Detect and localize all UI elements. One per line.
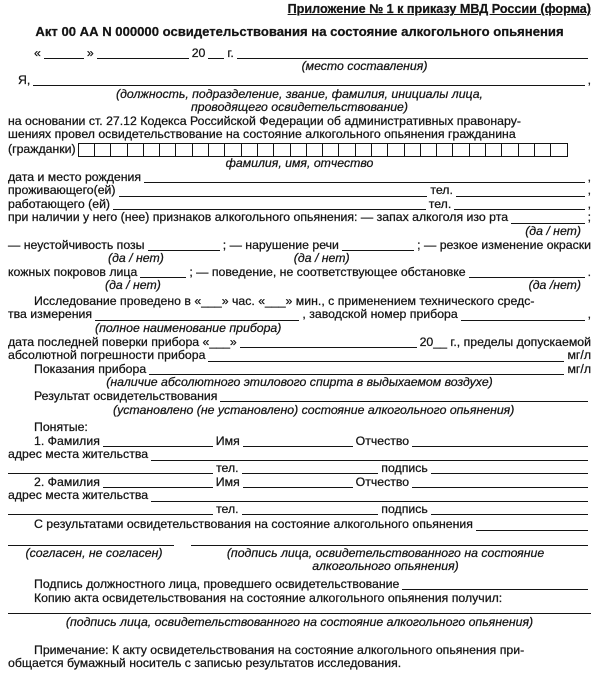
fio-cell: [338, 143, 355, 157]
device-name-blank: [95, 310, 299, 321]
witness-1-contact-line: тел. подпись: [8, 462, 591, 476]
result-line: Результат освидетельствования: [8, 390, 591, 404]
result-hint: (установлено (не установлено) состояние алкогольного опьянения): [113, 402, 515, 417]
agreement-hints-2: [8, 560, 591, 574]
skin-blank: [140, 267, 186, 278]
basis-line-2: шениях провел освидетельствование на состояние алкогольного опьянения гражданина: [8, 127, 516, 142]
witness-2-name-blank: [243, 477, 353, 488]
device-name-hint: (полное наименование прибора): [95, 321, 282, 336]
witness-1-name-blank: [243, 436, 353, 447]
witness-2-line: 2. Фамилия Имя Отчество: [8, 475, 591, 489]
fio-cell: [436, 143, 453, 157]
speech-yes-no-hint: (да / нет): [293, 251, 350, 266]
readings-blank: [149, 364, 564, 375]
fio-cell: [550, 143, 567, 157]
appendix-header-text: Приложение № 1 к приказу МВД России (форма): [287, 2, 591, 17]
officer-hint-2: проводящего освидетельствование): [190, 100, 408, 115]
readings-line: Показания прибора мг/л: [34, 361, 591, 376]
witness-2-address-blank-2: [8, 504, 213, 515]
posture-speech-hints: [8, 252, 591, 266]
fio-cell: [241, 143, 258, 157]
citizen-line: (гражданки): [8, 142, 591, 157]
posture-yes-no-hint: (да / нет): [108, 251, 164, 266]
fio-cell: [501, 143, 518, 157]
year-blank: [208, 48, 224, 59]
officer-line: Я, ,: [18, 72, 591, 87]
date-line: [8, 47, 591, 61]
skin-behavior-hints: [8, 279, 591, 293]
agreement-hints: [8, 547, 591, 560]
working-blank: [113, 199, 426, 210]
behavior-blank: [469, 267, 585, 278]
fio-cells: [79, 143, 591, 157]
research-line-1: Исследование проведено в «___» час. «___» мин., с применением технического средс-: [34, 293, 535, 308]
copy-sign-blank-line: [8, 605, 591, 614]
year-prefix: 20: [191, 45, 206, 60]
fio-cell: [143, 143, 160, 157]
agree-blank: [8, 535, 174, 546]
appendix-header: [8, 3, 591, 17]
witness-1-tel-blank: [242, 463, 379, 474]
basis-line-1: на основании ст. 27.12 Кодекса Российской Федерации об административных правонару-: [8, 113, 521, 128]
examined-sign-hint-2: алкогольного опьянения): [312, 559, 459, 574]
fio-hint: фамилия, имя, отчество: [225, 155, 374, 170]
witnesses-heading: Понятые:: [34, 420, 88, 435]
witness-2-patronymic-blank: [412, 477, 588, 488]
results-ack-line: С результатами освидетельствования на состояние алкогольного опьянения: [8, 518, 591, 532]
place-blank: [237, 48, 588, 59]
working-tel-blank: [454, 199, 584, 210]
fio-cell: [371, 143, 388, 157]
residing-blank: [119, 186, 428, 197]
place-hint: (место составления): [301, 59, 428, 74]
witness-1-address-blank-2: [8, 463, 213, 474]
witness-1-patronymic-blank: [412, 436, 588, 447]
birth-line: дата и место рождения ,: [8, 169, 591, 184]
fio-cell: [534, 143, 551, 157]
device-number-blank: [461, 310, 585, 321]
officer-blank: [33, 75, 584, 86]
examined-sign-blank: [191, 535, 588, 546]
fio-cell: [485, 143, 502, 157]
fio-cell: [224, 143, 241, 157]
fio-cell: [175, 143, 192, 157]
fio-cell: [355, 143, 372, 157]
fio-cell: [452, 143, 469, 157]
residing-tel-blank: [456, 186, 585, 197]
official-sign-blank: [402, 579, 588, 590]
behavior-yes-no-hint: (да /нет): [528, 278, 581, 293]
witness-1-line: 1. Фамилия Имя Отчество: [8, 435, 591, 449]
fio-cell: [322, 143, 339, 157]
witness-1-address-blank: [151, 450, 588, 461]
officer-hint-1: (должность, подразделение, звание, фамилия, инициалы лица,: [116, 86, 483, 101]
posture-line: — неустойчивость позы ; — нарушение речи ; — резкое изменение окраски: [8, 237, 591, 252]
witness-2-sign-blank: [431, 504, 588, 515]
examined-sign-hint-1: (подпись лица, освидетельствованного на состояние: [226, 545, 545, 560]
verification-line-2: абсолютной погрешности прибора мг/л: [8, 348, 591, 363]
fio-cell: [518, 143, 535, 157]
witness-1-address-line: адрес места жительства: [8, 448, 591, 462]
copy-received-line: Копию акта освидетельствования на состояние алкогольного опьянения получил:: [34, 590, 503, 605]
working-line: работающего (ей) тел. ,: [8, 196, 591, 211]
fio-cell: [110, 143, 127, 157]
agree-hint: (согласен, не согласен): [25, 545, 163, 560]
fio-cell: [192, 143, 209, 157]
fio-cell: [420, 143, 437, 157]
fio-cell: [208, 143, 225, 157]
witness-2-address-blank: [151, 491, 588, 502]
quote-close: »: [86, 45, 94, 60]
fio-cell: [290, 143, 307, 157]
fio-cell: [387, 143, 404, 157]
smell-yes-no-hint: (да / нет): [525, 223, 581, 238]
fio-cell: [159, 143, 176, 157]
residing-line: проживающего(ей) тел. ,: [8, 183, 591, 198]
witness-2-address-line: адрес места жительства: [8, 489, 591, 503]
result-blank: [220, 391, 588, 402]
note-line-2: общается бумажный носитель с записью результатов исследования.: [8, 656, 402, 671]
quote-open: «: [34, 45, 41, 60]
speech-blank: [342, 240, 414, 251]
fio-cell: [94, 143, 111, 157]
witness-1-surname-blank: [103, 436, 213, 447]
day-blank: [44, 48, 84, 59]
skin-yes-no-hint: (да / нет): [105, 278, 161, 293]
witness-2-surname-blank: [103, 477, 213, 488]
research-line-2: тва измерения , заводской номер прибора ,: [8, 307, 591, 322]
year-suffix: г.: [227, 45, 234, 60]
witness-2-tel-blank: [242, 504, 379, 515]
skin-line: кожных покровов лица ; — поведение, не соответствующее обстановке .: [8, 264, 591, 279]
error-limit-blank: [208, 351, 564, 362]
posture-blank: [148, 240, 220, 251]
note-line-1: Примечание: К акту освидетельствования на состояние алкогольного опьянения при-: [34, 642, 525, 657]
fio-cell: [469, 143, 486, 157]
agreement-blank: [476, 520, 588, 531]
fio-cell: [273, 143, 290, 157]
smell-blank: [511, 213, 585, 224]
fio-cell: [127, 143, 144, 157]
birth-blank: [144, 172, 585, 183]
copy-sign-hint: (подпись лица, освидетельствованного на состояние алкогольного опьянения): [65, 615, 534, 630]
fio-cell: [404, 143, 421, 157]
fio-cell: [306, 143, 323, 157]
signs-line: при наличии у него (нее) признаков алкогольного опьянения: — запах алкоголя изо рта ;: [8, 210, 591, 225]
verification-date-blank: [240, 337, 417, 348]
official-sign-line: Подпись должностного лица, проведшего освидетельствование: [8, 578, 591, 592]
month-blank: [97, 48, 189, 59]
copy-sign-blank: [8, 603, 591, 614]
verification-line-1: дата последней поверки прибора «___» 20__ г., пределы допускаемой: [8, 334, 591, 349]
act-title: Акт 00 АА N 000000 освидетельствования на состояние алкогольного опьянения: [35, 24, 564, 40]
witness-1-sign-blank: [431, 463, 588, 474]
witness-2-contact-line: тел. подпись: [8, 503, 591, 517]
air-hint: (наличие абсолютного этилового спирта в выдыхаемом воздухе): [106, 375, 493, 390]
fio-cell: [78, 143, 95, 157]
fio-cell: [257, 143, 274, 157]
